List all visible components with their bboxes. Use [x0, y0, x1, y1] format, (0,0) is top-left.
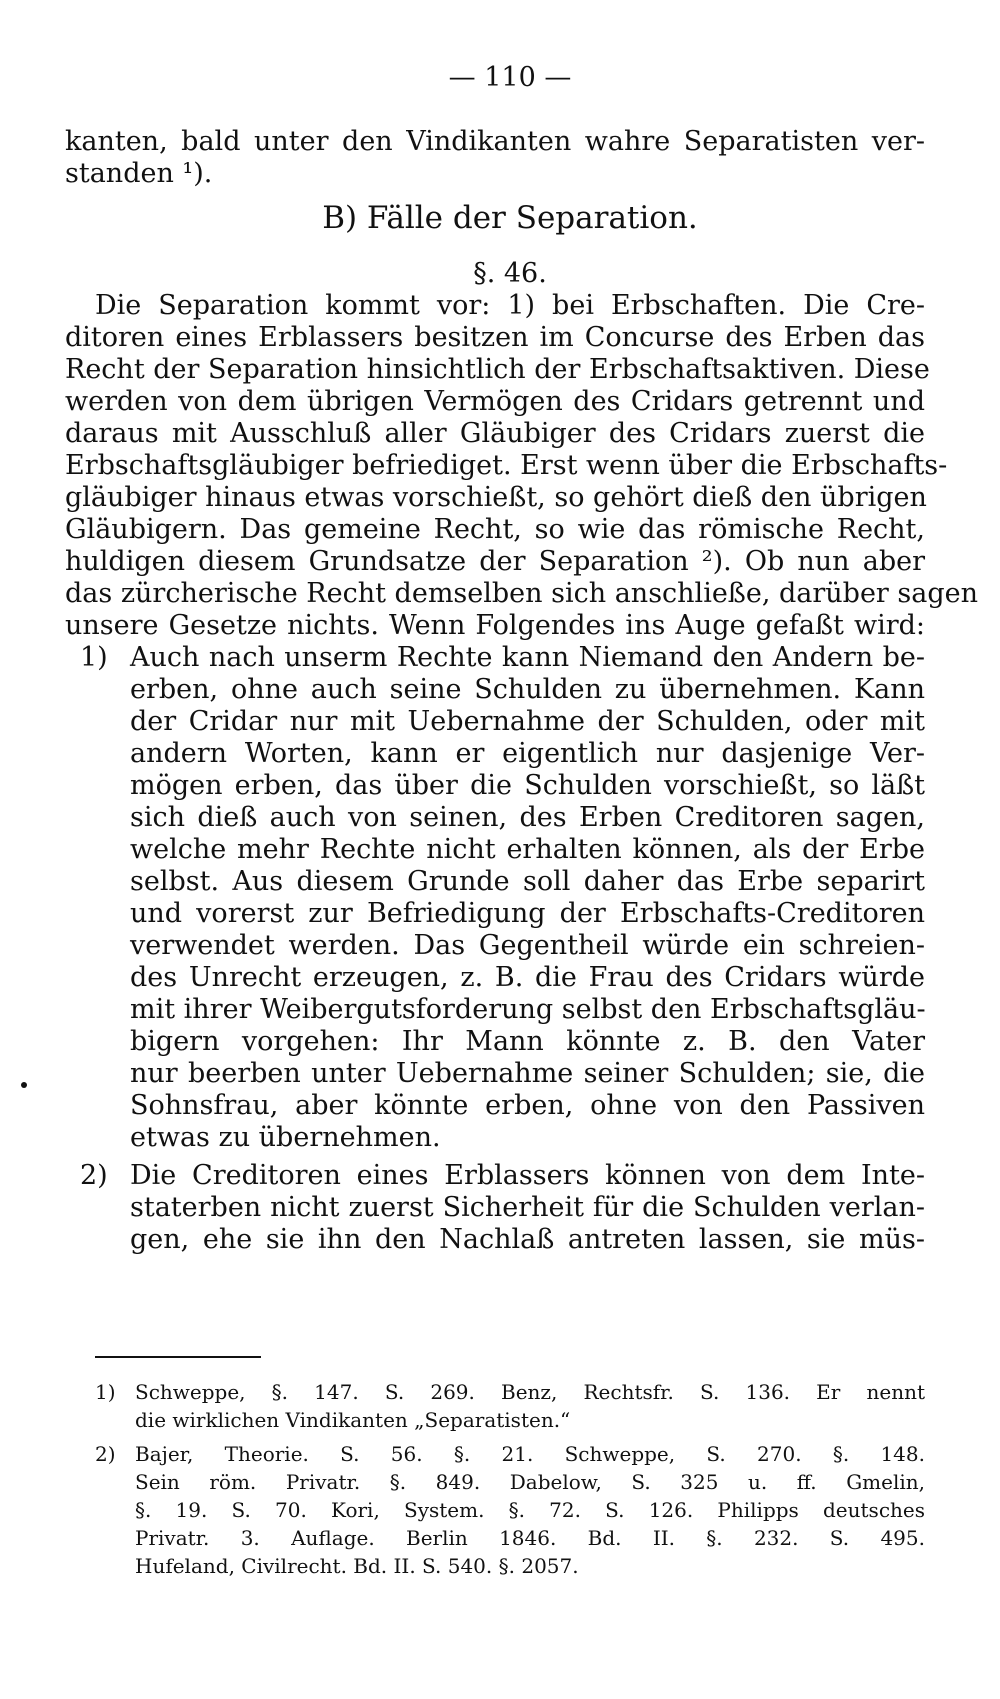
list-item-line: selbst. Aus diesem Grunde soll daher das Erbe separirt	[130, 866, 925, 897]
footnote-line: Schweppe, §. 147. S. 269. Benz, Rechtsfr. S. 136. Er nennt	[135, 1380, 925, 1404]
list-item-line: gen, ehe sie ihn den Nachlaß antreten lassen, sie müs-	[130, 1224, 925, 1255]
body-line: das zürcherische Recht demselben sich anschließe, darüber sagen	[65, 578, 979, 609]
footnote-line: die wirklichen Vindikanten „Separatisten.“	[135, 1408, 571, 1432]
footnote-line: Hufeland, Civilrecht. Bd. II. S. 540. §. 2057.	[135, 1554, 579, 1578]
list-item-line: welche mehr Rechte nicht erhalten können, als der Erbe	[130, 834, 925, 865]
intro-line: standen ¹).	[65, 158, 213, 189]
footnote-line: Privatr. 3. Auflage. Berlin 1846. Bd. II. §. 232. S. 495.	[135, 1526, 925, 1550]
body-line: unsere Gesetze nichts. Wenn Folgendes ins Auge gefaßt wird:	[65, 610, 925, 641]
list-item-line: staterben nicht zuerst Sicherheit für die Schulden verlan-	[130, 1192, 925, 1223]
footnote-number: 1)	[95, 1380, 116, 1404]
body-line: werden von dem übrigen Vermögen des Cridars getrennt und	[65, 386, 925, 417]
list-item-line: mögen erben, das über die Schulden vorschießt, so läßt	[130, 770, 925, 801]
footnote-number: 2)	[95, 1442, 116, 1466]
list-item-line: Auch nach unserm Rechte kann Niemand den Andern be-	[130, 642, 925, 673]
list-item-line: nur beerben unter Uebernahme seiner Schulden; sie, die	[130, 1058, 925, 1089]
section-heading: B) Fälle der Separation.	[322, 200, 698, 236]
list-item-line: der Cridar nur mit Uebernahme der Schulden, oder mit	[130, 706, 925, 737]
body-line: Die Separation kommt vor: 1) bei Erbschaften. Die Cre-	[95, 290, 925, 321]
list-item-number: 2)	[80, 1160, 108, 1191]
footnote-line: Bajer, Theorie. S. 56. §. 21. Schweppe, S. 270. §. 148.	[135, 1442, 925, 1466]
list-item-line: verwendet werden. Das Gegentheil würde ein schreien-	[130, 930, 925, 961]
list-item-line: bigern vorgehen: Ihr Mann könnte z. B. den Vater	[130, 1026, 925, 1057]
body-line: ditoren eines Erblassers besitzen im Concurse des Erben das	[65, 322, 925, 353]
list-item-line: mit ihrer Weibergutsforderung selbst den Erbschaftsgläu-	[130, 994, 926, 1025]
list-item-line: etwas zu übernehmen.	[130, 1122, 441, 1153]
list-item-line: Die Creditoren eines Erblassers können von dem Inte-	[130, 1160, 925, 1191]
body-line: Gläubigern. Das gemeine Recht, so wie das römische Recht,	[65, 514, 925, 545]
margin-mark	[21, 1082, 27, 1088]
body-line: Erbschaftsgläubiger befriediget. Erst wenn über die Erbschafts-	[65, 450, 948, 481]
list-item-line: Sohnsfrau, aber könnte erben, ohne von den Passiven	[130, 1090, 925, 1121]
list-item-line: und vorerst zur Befriedigung der Erbschafts-Creditoren	[130, 898, 925, 929]
list-item-line: des Unrecht erzeugen, z. B. die Frau des Cridars würde	[130, 962, 925, 993]
list-item-line: andern Worten, kann er eigentlich nur dasjenige Ver-	[130, 738, 925, 769]
paragraph-number: §. 46.	[473, 258, 547, 289]
page-number: — 110 —	[448, 62, 572, 93]
list-item-line: sich dieß auch von seinen, des Erben Creditoren sagen,	[130, 802, 925, 833]
body-line: huldigen diesem Grundsatze der Separation ²). Ob nun aber	[65, 546, 925, 577]
list-item-line: erben, ohne auch seine Schulden zu übernehmen. Kann	[130, 674, 925, 705]
intro-line: kanten, bald unter den Vindikanten wahre Separatisten ver-	[65, 126, 925, 157]
footnote-line: Sein röm. Privatr. §. 849. Dabelow, S. 325 u. ff. Gmelin,	[135, 1470, 925, 1494]
body-line: daraus mit Ausschluß aller Gläubiger des Cridars zuerst die	[65, 418, 925, 449]
body-line: Recht der Separation hinsichtlich der Erbschaftsaktiven. Diese	[65, 354, 930, 385]
footnote-line: §. 19. S. 70. Kori, System. §. 72. S. 126. Philipps deutsches	[135, 1498, 925, 1522]
body-line: gläubiger hinaus etwas vorschießt, so gehört dieß den übrigen	[65, 482, 927, 513]
list-item-number: 1)	[80, 642, 108, 673]
footnote-separator	[95, 1356, 261, 1358]
